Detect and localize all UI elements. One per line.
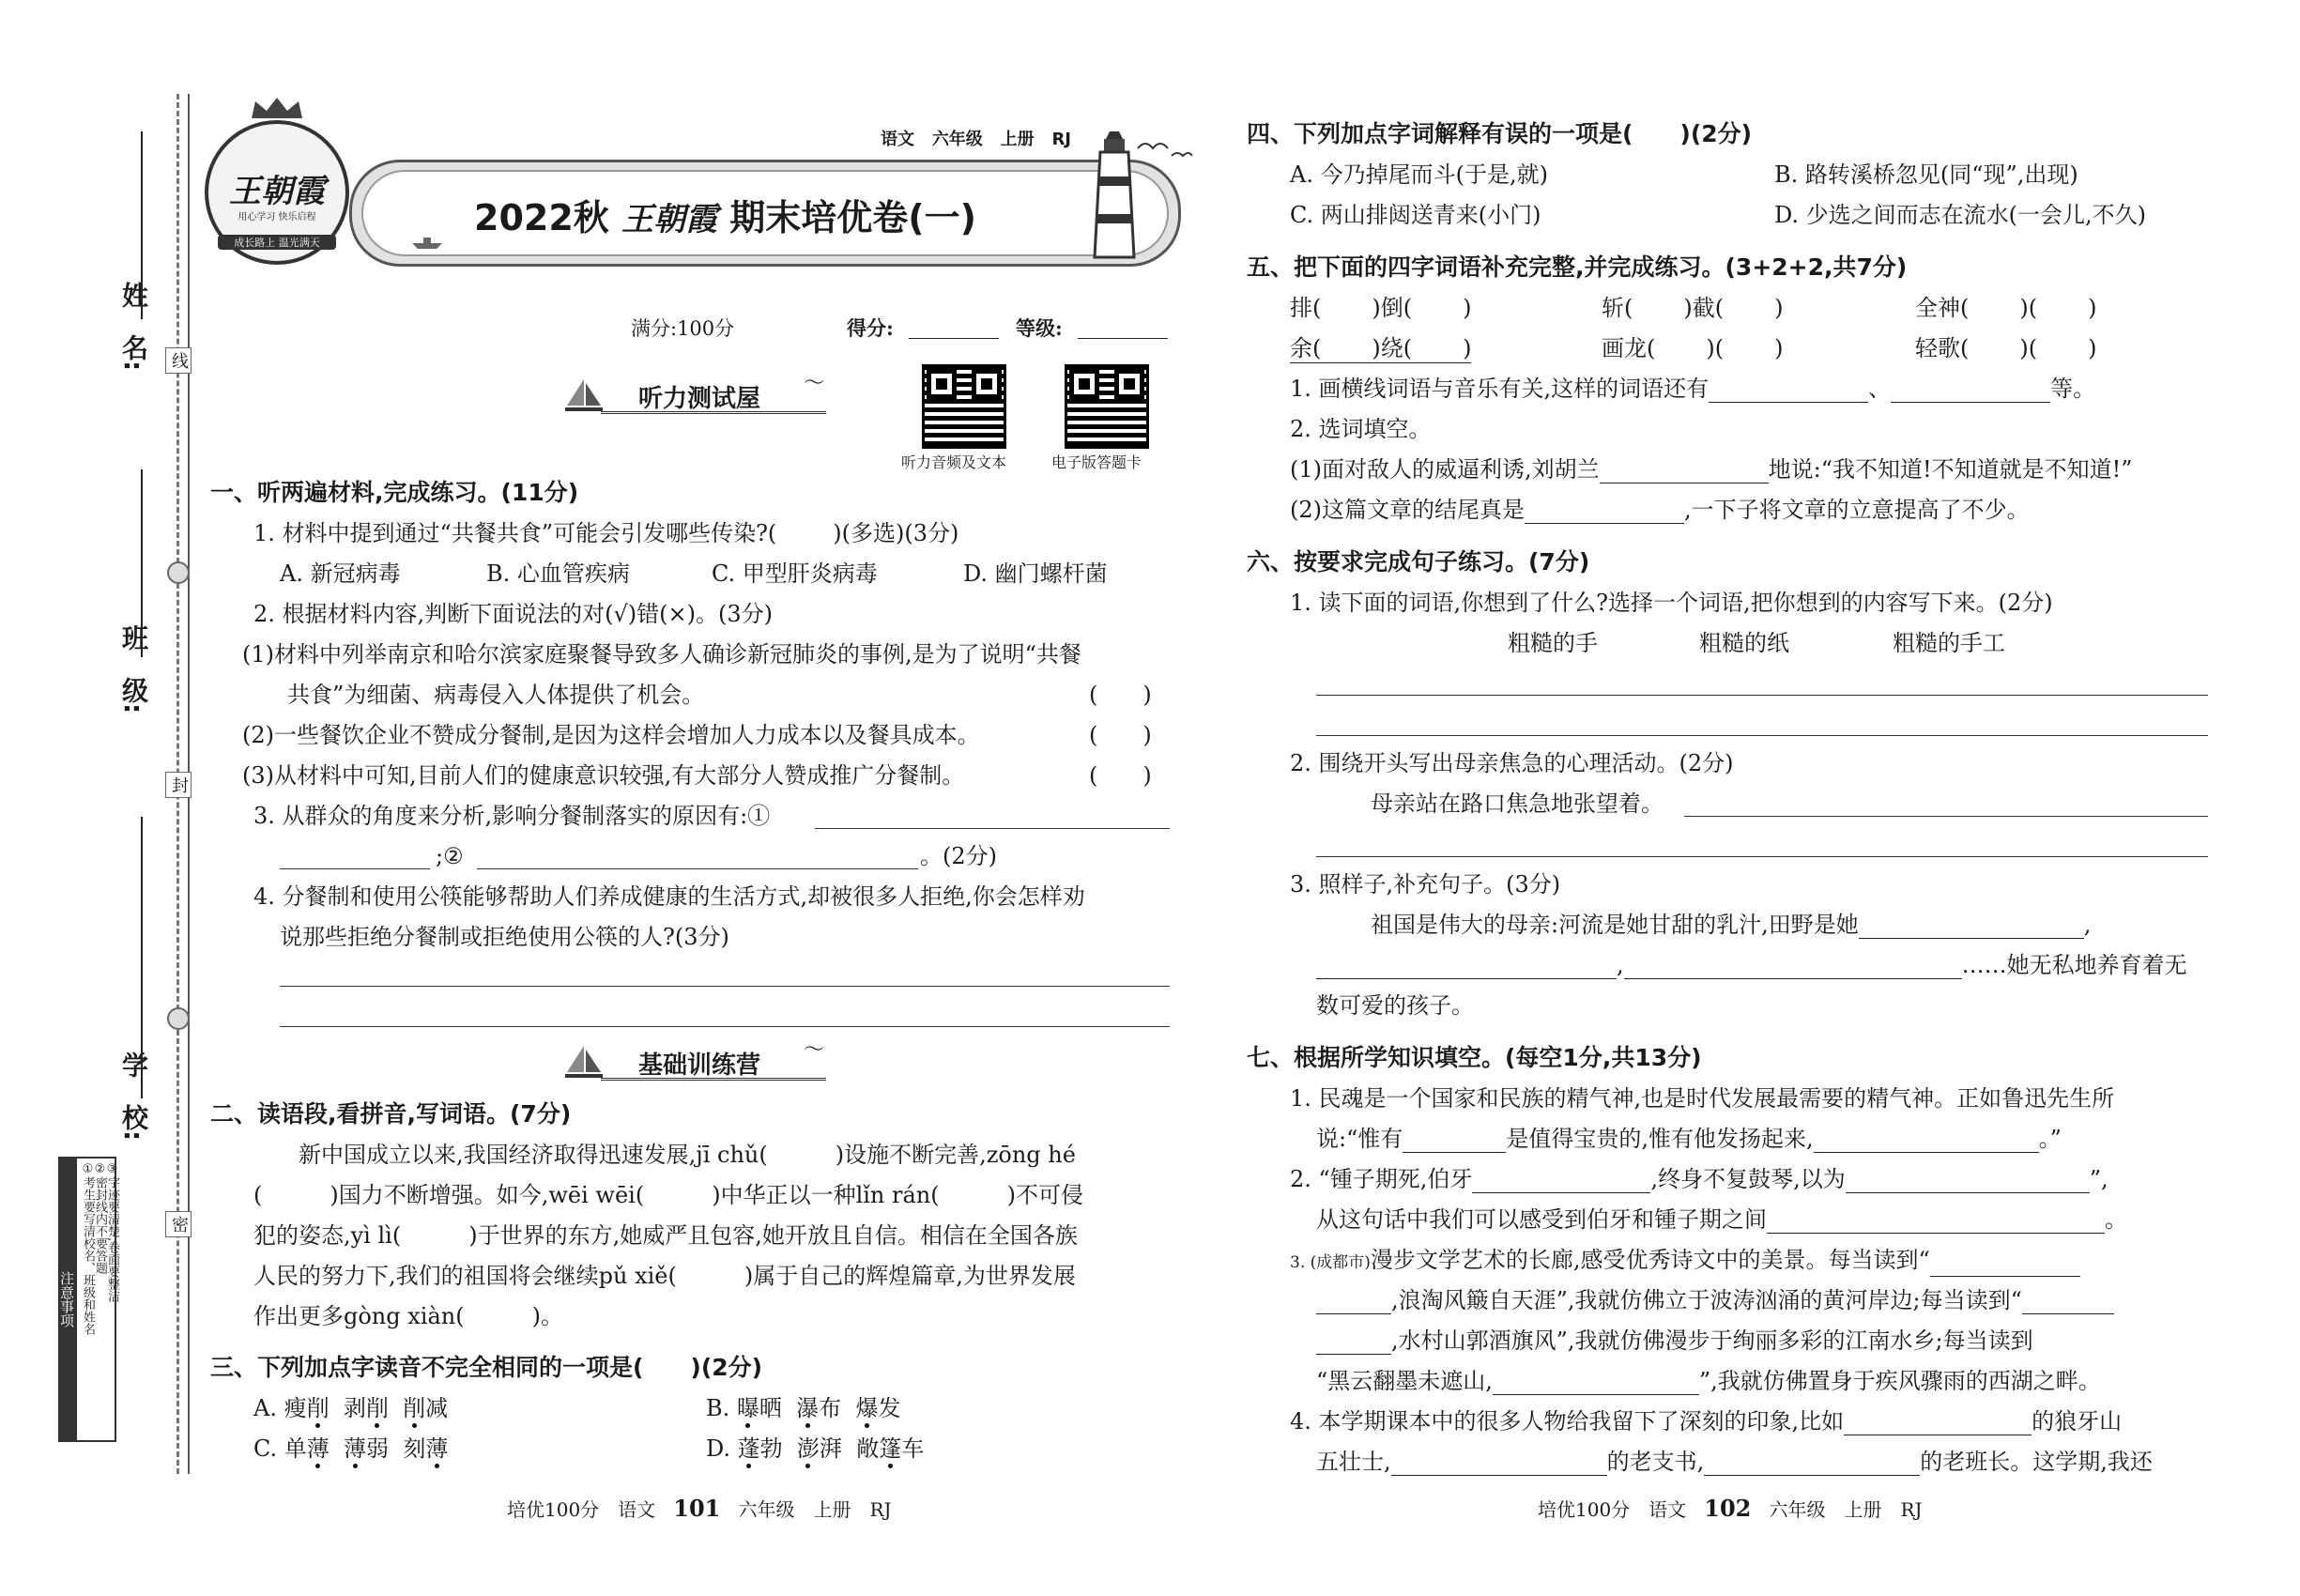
q1-s4-line-2[interactable] <box>280 1026 1170 1027</box>
ship-icon <box>410 236 444 254</box>
q1-option-d[interactable]: D. 幽门螺杆菌 <box>963 560 1108 587</box>
q5-word-6[interactable]: 轻歌( )( ) <box>1915 335 2097 361</box>
q4-option-c[interactable]: C. 两山排闼送青来(小门) <box>1290 202 1541 228</box>
q7-s3b: ,浪淘风簸自天涯”,我就仿佛立于波涛汹涌的黄河岸边;每当读到“ <box>1316 1286 2114 1314</box>
seal-mark-mi: 密 <box>165 1211 192 1237</box>
page-number-right: 102 <box>1704 1495 1752 1522</box>
q1-heading: 一、听两遍材料,完成练习。(11分) <box>210 479 579 506</box>
q6-s3: 3. 照样子,补充句子。(3分) <box>1290 871 1561 898</box>
q7-s3d: “黑云翻墨未遮山, ”,我就仿佛置身于疾风骤雨的西湖之畔。 <box>1316 1368 2101 1394</box>
q2-line-1: 新中国成立以来,我国经济取得迅速发展,jī chǔ( )设施不断完善,zōng hé <box>299 1142 1076 1168</box>
logo-banner: 成长路上 温光满天 <box>218 235 336 250</box>
meta-grade: 六年级 <box>931 130 983 149</box>
q5-word-1[interactable]: 排( )倒( ) <box>1290 295 1472 321</box>
listening-title: 听力测试屋 <box>638 385 761 413</box>
q1-s4a: 4. 分餐制和使用公筷能够帮助人们养成健康的生活方式,却被很多人拒绝,你会怎样劝 <box>253 883 1085 910</box>
q1-s3-blank-2[interactable] <box>477 868 918 869</box>
logo-text: 王朝霞 <box>229 173 325 210</box>
notice-3: ③字迹要清楚,卷面要整洁 <box>105 1162 119 1303</box>
q7-s3-blank-1[interactable] <box>1930 1251 2080 1277</box>
q7-s4-blank-2[interactable] <box>1391 1450 1607 1476</box>
logo-crown-icon <box>250 96 304 120</box>
q1-s2: 2. 根据材料内容,判断下面说法的对(√)错(×)。(3分) <box>253 601 774 627</box>
q7-s3c: ,水村山郭酒旗风”,我就仿佛漫步于绚丽多彩的江南水乡;每当读到 <box>1316 1327 2033 1355</box>
q3-option-c[interactable]: C. 单薄 薄弱 刻薄 <box>253 1435 449 1462</box>
left-footer: 培优100分 语文 101 六年级 上册 RJ <box>507 1495 892 1522</box>
basic-section-header <box>563 1038 836 1085</box>
q5-s1-blank-2[interactable] <box>1891 377 2050 403</box>
sailboat-icon <box>563 377 605 419</box>
meta-edition: RJ <box>1051 130 1071 149</box>
q5-s2b-blank[interactable] <box>1525 499 1684 524</box>
q6-s2: 2. 围绕开头写出母亲焦急的心理活动。(2分) <box>1290 750 1734 776</box>
wave-mark: 〜 <box>804 372 825 395</box>
title-prefix: 2022秋 <box>474 197 609 238</box>
notice-1: ①考生要写清校名、班级和姓名 <box>81 1162 95 1335</box>
q6-s3-blank-1[interactable] <box>1859 913 2084 939</box>
seal-mark-feng: 封 <box>165 772 192 798</box>
q1-s3-b: ;② <box>436 843 464 869</box>
q6-s2a: 母亲站在路口焦急地张望着。 <box>1371 790 1664 817</box>
q6-s2-line-1[interactable] <box>1684 816 2208 817</box>
q6-word-1: 粗糙的手 <box>1508 630 1598 656</box>
q6-word-3: 粗糙的手工 <box>1893 630 2005 656</box>
q5-heading: 五、把下面的四字词语补充完整,并完成练习。(3+2+2,共7分) <box>1247 253 1908 281</box>
q7-s1-blank-2[interactable] <box>1814 1128 2039 1153</box>
q5-s1-blank-1[interactable] <box>1709 377 1868 403</box>
q6-s3-blank-3[interactable] <box>1624 954 1962 979</box>
q6-s3-blank-2[interactable] <box>1316 954 1617 979</box>
q2-line-4: 人民的努力下,我们的祖国将会继续pǔ xiě( )属于自己的辉煌篇章,为世界发展 <box>253 1263 1076 1289</box>
q3-option-d[interactable]: D. 蓬勃 澎湃 敞篷车 <box>706 1435 925 1462</box>
meta-volume: 上册 <box>1000 130 1035 149</box>
school-label: 学 校: <box>118 1051 149 1142</box>
q3-heading: 三、下列加点字读音不完全相同的一项是( )(2分) <box>210 1354 763 1381</box>
logo-badge <box>205 120 349 265</box>
q7-s3-blank-3[interactable] <box>1493 1370 1699 1395</box>
right-footer: 培优100分 语文 102 六年级 上册 RJ <box>1538 1495 1923 1522</box>
q6-s2-line-2[interactable] <box>1316 856 2208 857</box>
qr-answer-card[interactable] <box>1065 364 1149 449</box>
q1-j2: (2)一些餐饮企业不赞成分餐制,是因为这样会增加人力成本以及餐具成本。 <box>242 722 980 748</box>
q7-s3-tag: (成都市) <box>1310 1253 1371 1272</box>
q3-option-b[interactable]: B. 曝晒 瀑布 爆发 <box>706 1395 901 1421</box>
q6-heading: 六、按要求完成句子练习。(7分) <box>1247 548 1590 575</box>
binding-hole-1 <box>167 561 190 584</box>
q1-s1: 1. 材料中提到通过“共餐共食”可能会引发哪些传染?( )(多选)(3分) <box>253 520 959 546</box>
q7-s2b: 从这句话中我们可以感受到伯牙和锺子期之间 。 <box>1316 1206 2127 1233</box>
q6-s1-line-1[interactable] <box>1316 695 2208 696</box>
q7-s1b: 说:“惟有 是值得宝贵的,惟有他发扬起来, 。” <box>1316 1126 2062 1152</box>
school-field[interactable] <box>141 817 143 1098</box>
notice-title: 注意事项 <box>60 1159 77 1440</box>
q7-s4b: 五壮士, 的老支书, 的老班长。这学期,我还 <box>1316 1449 2153 1475</box>
notice-2: ②密封线内不要答题 <box>93 1162 107 1274</box>
q7-s1-blank-1[interactable] <box>1403 1128 1506 1153</box>
q7-s2a: 2. “锺子期死,伯牙 ,终身不复鼓琴,以为 ”, <box>1290 1166 2108 1192</box>
q1-option-c[interactable]: C. 甲型肝炎病毒 <box>712 560 878 587</box>
q6-s1-line-2[interactable] <box>1316 735 2208 736</box>
q7-s3-blank-2[interactable] <box>2022 1289 2114 1314</box>
page-number-left: 101 <box>673 1495 721 1522</box>
q1-s3: 3. 从群众的角度来分析,影响分餐制落实的原因有:① <box>253 803 771 829</box>
q3-option-a[interactable]: A. 瘦削 剥削 削减 <box>253 1395 449 1421</box>
q2-line-2: ( )国力不断增强。如今,wēi wēi( )中华正以一种lǐn rán( )不可侵 <box>253 1182 1083 1208</box>
grade-label: 等级: <box>1016 316 1063 340</box>
q4-option-a[interactable]: A. 今乃掉尾而斗(于是,就) <box>1290 161 1548 188</box>
class-label: 班 级: <box>118 624 149 714</box>
listening-section-header <box>563 372 836 419</box>
q5-s2b: (2)这篇文章的结尾真是 ,一下子将文章的立意提高了不少。 <box>1290 497 2030 523</box>
q1-option-a[interactable]: A. 新冠病毒 <box>280 560 401 587</box>
q5-word-5[interactable]: 画龙( )( ) <box>1602 335 1784 361</box>
q7-s4-blank-3[interactable] <box>1704 1450 1920 1476</box>
q7-s4-blank-1[interactable] <box>1844 1410 2032 1435</box>
q1-s4-line-1[interactable] <box>280 986 1170 987</box>
q2-line-5: 作出更多gòng xiàn( )。 <box>253 1303 563 1329</box>
q1-j3: (3)从材料中可知,目前人们的健康意识较强,有大部分人赞成推广分餐制。 <box>242 762 965 789</box>
q5-word-4[interactable]: 余( )绕( ) <box>1290 335 1472 361</box>
q7-s3-blank-1b[interactable] <box>1316 1289 1391 1314</box>
q1-j2-answer[interactable]: ( ) <box>1089 722 1152 748</box>
page-title <box>474 189 976 240</box>
binding-hole-2 <box>167 1007 190 1030</box>
q5-s2: 2. 选词填空。 <box>1290 416 1432 442</box>
q7-s3-blank-2b[interactable] <box>1316 1329 1391 1355</box>
q5-word-3[interactable]: 全神( )( ) <box>1915 295 2097 321</box>
qr-audio-label: 听力音频及文本 <box>901 453 1007 471</box>
title-brand: 王朝霞 <box>621 201 717 238</box>
notice-box <box>58 1157 119 1442</box>
header-meta <box>881 126 1071 150</box>
sailboat-icon <box>563 1044 605 1085</box>
wave-mark: 〜 <box>804 1038 825 1062</box>
q6-s3c: 数可爱的孩子。 <box>1316 992 1474 1019</box>
full-score: 满分:100分 <box>631 317 735 340</box>
qr-answer-label: 电子版答题卡 <box>1051 453 1142 471</box>
qr-audio[interactable] <box>922 364 1006 449</box>
q7-s2-blank-2[interactable] <box>1846 1168 2090 1193</box>
q6-word-2: 粗糙的纸 <box>1699 630 1789 656</box>
q7-s2-blank-3[interactable] <box>1767 1208 2105 1234</box>
name-label: 姓 名: <box>118 282 149 372</box>
binding-margin <box>0 0 188 1596</box>
q6-s3a: 祖国是伟大的母亲:河流是她甘甜的乳汁,田野是她 , <box>1371 912 2092 938</box>
q2-line-3: 犯的姿态,yì lì( )于世界的东方,她威严且包容,她开放且自信。相信在全国各族 <box>253 1222 1078 1249</box>
q1-s4b: 说那些拒绝分餐制或拒绝使用公筷的人?(3分) <box>280 924 729 950</box>
q7-s1a: 1. 民魂是一个国家和民族的精气神,也是时代发展最需要的精气神。正如鲁迅先生所 <box>1290 1085 2115 1112</box>
q1-option-b[interactable]: B. 心血管疾病 <box>486 560 630 587</box>
q5-s2a: (1)面对敌人的威逼利诱,刘胡兰 地说:“我不知道!不知道就是不知道!” <box>1290 456 2133 483</box>
q1-j1-answer[interactable]: ( ) <box>1089 682 1152 708</box>
q1-s3-blank-1[interactable] <box>815 828 1170 829</box>
q1-j3-answer[interactable]: ( ) <box>1089 762 1152 789</box>
seagull-icon <box>1136 135 1192 167</box>
class-field[interactable] <box>141 469 143 657</box>
q1-j1a: (1)材料中列举南京和哈尔滨家庭聚餐导致多人确诊新冠肺炎的事例,是为了说明“共餐 <box>242 641 1081 668</box>
title-banner <box>349 160 1181 267</box>
q1-s3-c: 。(2分) <box>920 843 997 869</box>
grade-field[interactable] <box>1078 338 1168 339</box>
name-field[interactable] <box>141 131 143 319</box>
q1-j1b: 共食”为细菌、病毒侵入人体提供了机会。 <box>287 682 705 708</box>
q6-s1: 1. 读下面的词语,你想到了什么?选择一个词语,把你想到的内容写下来。(2分) <box>1290 590 2053 616</box>
q6-s3b: , ……她无私地养育着无 <box>1316 951 2187 979</box>
q4-heading: 四、下列加点字词解释有误的一项是( )(2分) <box>1247 120 1753 147</box>
q5-word-2[interactable]: 斩( )截( ) <box>1602 295 1784 321</box>
q2-heading: 二、读语段,看拼音,写词语。(7分) <box>210 1100 572 1128</box>
q4-option-b[interactable]: B. 路转溪桥忽见(同“现”,出现) <box>1774 161 2078 188</box>
q4-option-d[interactable]: D. 少选之间而志在流水(一会儿,不久) <box>1774 202 2146 228</box>
logo-sub: 用心学习 快乐启程 <box>238 212 316 223</box>
q5-s1: 1. 画横线词语与音乐有关,这样的词语还有 、 等。 <box>1290 376 2096 402</box>
q1-s3-blank-1b[interactable] <box>280 868 430 869</box>
title-suffix: 期末培优卷(一) <box>729 197 976 238</box>
q7-s4a: 4. 本学期课本中的很多人物给我留下了深刻的印象,比如 的狼牙山 <box>1290 1408 2123 1435</box>
basic-title: 基础训练营 <box>638 1051 761 1080</box>
q7-s2-blank-1[interactable] <box>1472 1168 1650 1193</box>
q7-s3a: 3. (成都市)漫步文学艺术的长廊,感受优秀诗文中的美景。每当读到“ <box>1290 1246 2080 1277</box>
score-field[interactable] <box>909 338 999 339</box>
q7-heading: 七、根据所学知识填空。(每空1分,共13分) <box>1247 1044 1702 1071</box>
seal-mark-xian: 线 <box>165 347 192 374</box>
score-label: 得分: <box>847 316 894 340</box>
q5-s2a-blank[interactable] <box>1600 458 1769 483</box>
meta-subject: 语文 <box>881 130 914 149</box>
